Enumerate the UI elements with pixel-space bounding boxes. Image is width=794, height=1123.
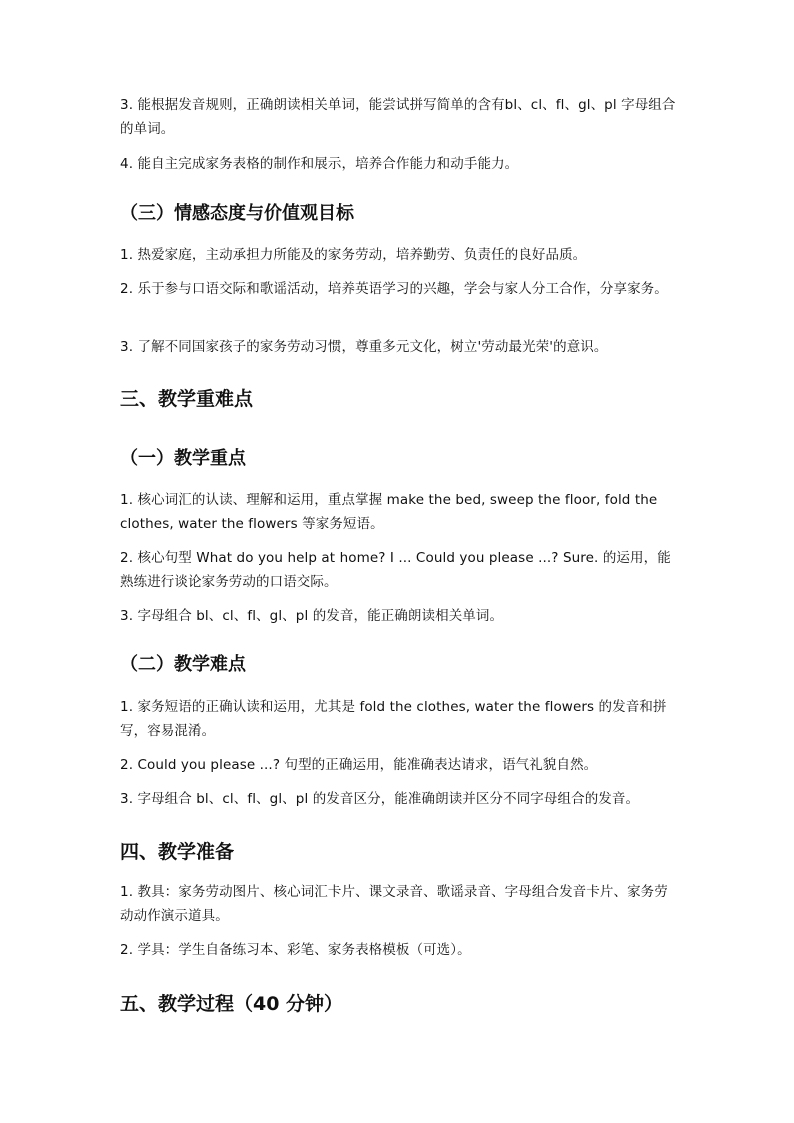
difficult-point-1-paragraph: 1. 家务短语的正确认读和运用，尤其是 fold the clothes, water the flowers 的发音和拼写，容易混淆。 bbox=[120, 699, 667, 739]
difficult-point-2-paragraph: 2. Could you please ...? 句型的正确运用，能准确表达请求，语气礼貌自然。 bbox=[120, 757, 598, 773]
affective-goal-3-paragraph: 3. 了解不同国家孩子的家务劳动习惯，尊重多元文化，树立'劳动最光荣'的意识。 bbox=[120, 339, 608, 355]
key-point-1-paragraph: 1. 核心词汇的认读、理解和运用，重点掌握 make the bed, sweep the floor, fold the clothes, water the flowers 等家务短语。 bbox=[120, 492, 658, 532]
key-point-3-paragraph: 3. 字母组合 bl、cl、fl、gl、pl 的发音，能正确朗读相关单词。 bbox=[120, 608, 504, 624]
teaching-aids-paragraph: 1. 教具：家务劳动图片、核心词汇卡片、课文录音、歌谣录音、字母组合发音卡片、家务劳动动作演示道具。 bbox=[120, 884, 668, 924]
affective-goal-1-paragraph: 1. 热爱家庭，主动承担力所能及的家务劳动，培养勤劳、负责任的良好品质。 bbox=[120, 247, 587, 263]
teaching-process-heading: 五、教学过程（40 分钟） bbox=[120, 993, 344, 1015]
difficult-point-3-paragraph: 3. 字母组合 bl、cl、fl、gl、pl 的发音区分，能准确朗读并区分不同字母组合的发音。 bbox=[120, 791, 640, 807]
objective-4-paragraph: 4. 能自主完成家务表格的制作和展示，培养合作能力和动手能力。 bbox=[120, 156, 519, 172]
key-difficult-points-heading: 三、教学重难点 bbox=[120, 388, 254, 410]
affective-goal-2-paragraph: 2. 乐于参与口语交际和歌谣活动，培养英语学习的兴趣，学会与家人分工合作，分享家务。 bbox=[120, 281, 668, 297]
key-points-heading: （一）教学重点 bbox=[120, 448, 246, 469]
objective-3-paragraph: 3. 能根据发音规则，正确朗读相关单词，能尝试拼写简单的含有bl、cl、fl、gl、pl 字母组合的单词。 bbox=[120, 97, 676, 137]
key-point-2-paragraph: 2. 核心句型 What do you help at home? I ... Could you please ...? Sure. 的运用，能熟练进行谈论家务劳动的口语交际。 bbox=[120, 550, 671, 590]
learning-aids-paragraph: 2. 学具：学生自备练习本、彩笔、家务表格模板（可选）。 bbox=[120, 942, 471, 958]
affective-goals-heading: （三）情感态度与价值观目标 bbox=[120, 203, 354, 224]
teaching-preparation-heading: 四、教学准备 bbox=[120, 841, 235, 863]
difficult-points-heading: （二）教学难点 bbox=[120, 654, 246, 675]
